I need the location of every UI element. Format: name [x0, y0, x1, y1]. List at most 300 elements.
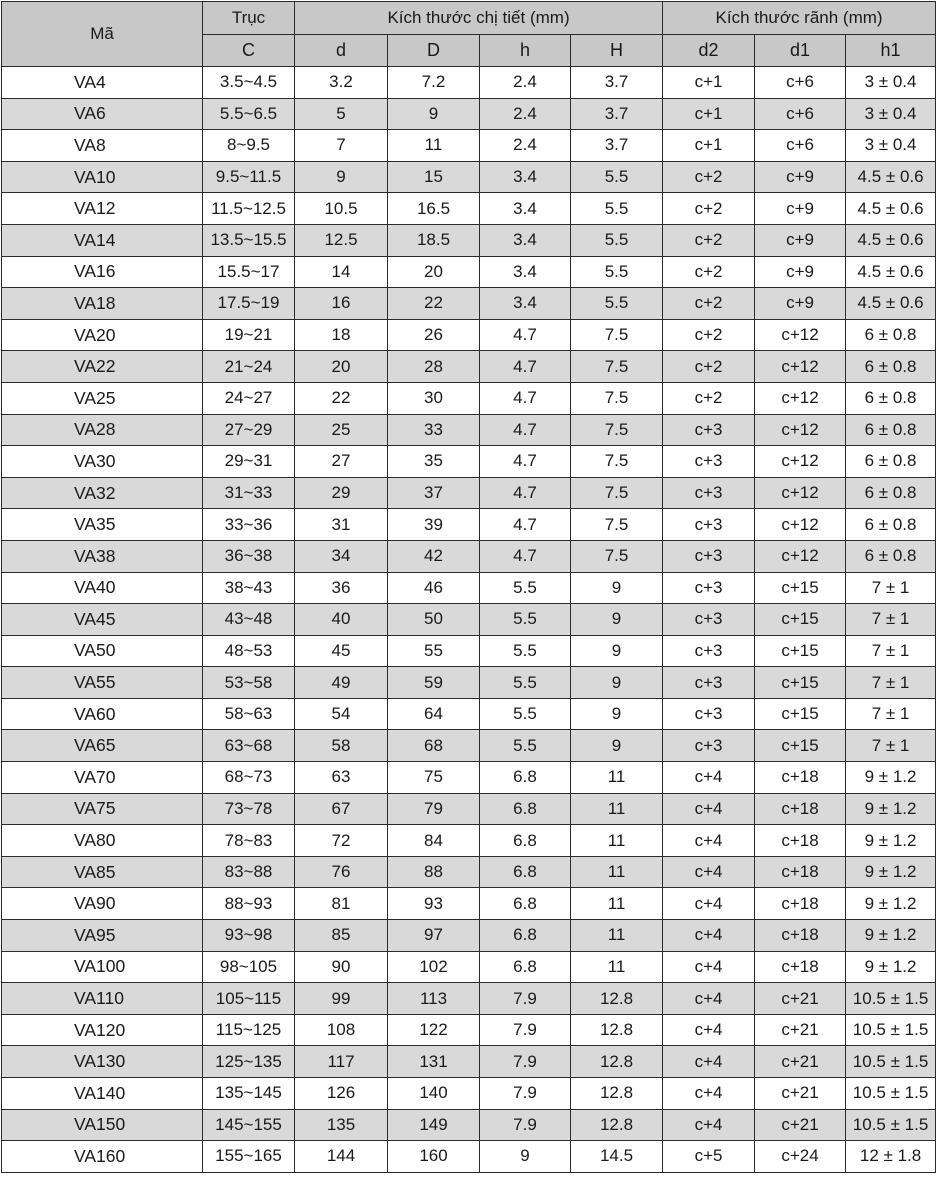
table-row	[2, 288, 936, 320]
cell-shaft-c: 105~115	[203, 983, 295, 1015]
cell-outer-d: 55	[388, 635, 480, 667]
cell-d: 90	[295, 951, 388, 983]
cell-h: 6.8	[480, 856, 571, 888]
cell-d: 67	[295, 793, 388, 825]
cell-outer-d: 68	[388, 730, 480, 762]
cell-outer-h: 9	[571, 730, 663, 762]
cell-outer-d: 35	[388, 446, 480, 478]
cell-shaft-c: 68~73	[203, 762, 295, 794]
cell-outer-d: 113	[388, 983, 480, 1015]
cell-code: VA16	[2, 256, 203, 288]
cell-d1: c+21	[755, 1046, 846, 1078]
table-row	[2, 351, 936, 383]
cell-h1: 6 ± 0.8	[846, 477, 936, 509]
cell-d2: c+2	[663, 193, 755, 225]
cell-outer-d: 11	[388, 130, 480, 162]
cell-h1: 6 ± 0.8	[846, 319, 936, 351]
cell-h: 6.8	[480, 951, 571, 983]
cell-h: 6.8	[480, 888, 571, 920]
cell-h: 3.4	[480, 256, 571, 288]
cell-d2: c+2	[663, 224, 755, 256]
cell-h1: 9 ± 1.2	[846, 951, 936, 983]
cell-d: 25	[295, 414, 388, 446]
cell-d: 49	[295, 667, 388, 699]
cell-outer-h: 3.7	[571, 98, 663, 130]
cell-d2: c+4	[663, 951, 755, 983]
table-row	[2, 888, 936, 920]
cell-d2: c+3	[663, 414, 755, 446]
table-row	[2, 667, 936, 699]
cell-d: 5	[295, 98, 388, 130]
cell-d2: c+2	[663, 256, 755, 288]
cell-code: VA100	[2, 951, 203, 983]
cell-outer-h: 7.5	[571, 446, 663, 478]
cell-d2: c+3	[663, 477, 755, 509]
cell-d1: c+9	[755, 224, 846, 256]
cell-d: 99	[295, 983, 388, 1015]
cell-d: 85	[295, 920, 388, 952]
cell-shaft-c: 8~9.5	[203, 130, 295, 162]
table-row	[2, 224, 936, 256]
cell-d2: c+2	[663, 382, 755, 414]
cell-outer-h: 9	[571, 604, 663, 636]
cell-h1: 9 ± 1.2	[846, 920, 936, 952]
cell-h1: 6 ± 0.8	[846, 446, 936, 478]
cell-shaft-c: 125~135	[203, 1046, 295, 1078]
cell-outer-h: 3.7	[571, 67, 663, 99]
cell-h: 4.7	[480, 414, 571, 446]
cell-code: VA10	[2, 161, 203, 193]
cell-d2: c+5	[663, 1141, 755, 1173]
cell-outer-d: 75	[388, 762, 480, 794]
cell-d1: c+9	[755, 193, 846, 225]
cell-d2: c+2	[663, 351, 755, 383]
cell-code: VA140	[2, 1078, 203, 1110]
cell-d1: c+12	[755, 414, 846, 446]
cell-d1: c+9	[755, 288, 846, 320]
cell-d1: c+18	[755, 856, 846, 888]
cell-d2: c+3	[663, 509, 755, 541]
cell-code: VA120	[2, 1014, 203, 1046]
cell-d1: c+12	[755, 477, 846, 509]
cell-shaft-c: 63~68	[203, 730, 295, 762]
cell-h1: 4.5 ± 0.6	[846, 161, 936, 193]
cell-d: 45	[295, 635, 388, 667]
cell-d1: c+15	[755, 604, 846, 636]
cell-outer-h: 7.5	[571, 509, 663, 541]
table-row	[2, 193, 936, 225]
cell-code: VA28	[2, 414, 203, 446]
table-row	[2, 1046, 936, 1078]
cell-shaft-c: 33~36	[203, 509, 295, 541]
cell-h1: 9 ± 1.2	[846, 793, 936, 825]
table-row	[2, 509, 936, 541]
cell-outer-h: 7.5	[571, 319, 663, 351]
cell-d2: c+2	[663, 319, 755, 351]
cell-outer-h: 11	[571, 920, 663, 952]
column-header-outer-h: H	[571, 35, 663, 67]
table-row	[2, 983, 936, 1015]
cell-d: 22	[295, 382, 388, 414]
groove-dimensions-header: Kích thước rãnh (mm)	[663, 2, 936, 35]
cell-d: 58	[295, 730, 388, 762]
cell-outer-d: 20	[388, 256, 480, 288]
cell-h: 6.8	[480, 825, 571, 857]
cell-h1: 10.5 ± 1.5	[846, 1109, 936, 1141]
cell-d1: c+18	[755, 888, 846, 920]
cell-outer-h: 12.8	[571, 983, 663, 1015]
cell-outer-h: 9	[571, 572, 663, 604]
cell-outer-h: 11	[571, 825, 663, 857]
cell-outer-h: 5.5	[571, 256, 663, 288]
cell-d1: c+6	[755, 67, 846, 99]
cell-d: 20	[295, 351, 388, 383]
cell-d2: c+4	[663, 856, 755, 888]
cell-shaft-c: 145~155	[203, 1109, 295, 1141]
seal-dimension-table	[1, 1, 936, 1173]
cell-shaft-c: 43~48	[203, 604, 295, 636]
table-row	[2, 130, 936, 162]
cell-d1: c+12	[755, 509, 846, 541]
cell-d1: c+15	[755, 667, 846, 699]
cell-h: 2.4	[480, 130, 571, 162]
cell-code: VA22	[2, 351, 203, 383]
cell-h1: 9 ± 1.2	[846, 825, 936, 857]
cell-d2: c+4	[663, 762, 755, 794]
cell-outer-h: 7.5	[571, 382, 663, 414]
cell-outer-h: 11	[571, 856, 663, 888]
cell-shaft-c: 27~29	[203, 414, 295, 446]
cell-d: 14	[295, 256, 388, 288]
cell-outer-h: 5.5	[571, 224, 663, 256]
cell-d2: c+4	[663, 1078, 755, 1110]
cell-shaft-c: 53~58	[203, 667, 295, 699]
cell-d2: c+4	[663, 793, 755, 825]
cell-d: 108	[295, 1014, 388, 1046]
cell-code: VA25	[2, 382, 203, 414]
cell-h: 2.4	[480, 98, 571, 130]
cell-d: 36	[295, 572, 388, 604]
cell-h: 4.7	[480, 540, 571, 572]
cell-shaft-c: 29~31	[203, 446, 295, 478]
cell-code: VA70	[2, 762, 203, 794]
cell-d: 81	[295, 888, 388, 920]
cell-shaft-c: 83~88	[203, 856, 295, 888]
cell-shaft-c: 15.5~17	[203, 256, 295, 288]
cell-h1: 10.5 ± 1.5	[846, 1046, 936, 1078]
cell-h: 7.9	[480, 1109, 571, 1141]
cell-h1: 4.5 ± 0.6	[846, 224, 936, 256]
table-row	[2, 256, 936, 288]
cell-shaft-c: 13.5~15.5	[203, 224, 295, 256]
cell-h: 7.9	[480, 1078, 571, 1110]
cell-code: VA90	[2, 888, 203, 920]
table-row	[2, 698, 936, 730]
cell-outer-d: 9	[388, 98, 480, 130]
cell-outer-d: 30	[388, 382, 480, 414]
cell-d2: c+4	[663, 1109, 755, 1141]
cell-outer-d: 33	[388, 414, 480, 446]
cell-h: 3.4	[480, 288, 571, 320]
cell-d1: c+6	[755, 98, 846, 130]
cell-h: 5.5	[480, 667, 571, 699]
cell-d1: c+12	[755, 351, 846, 383]
cell-h1: 12 ± 1.8	[846, 1141, 936, 1173]
cell-shaft-c: 5.5~6.5	[203, 98, 295, 130]
cell-outer-h: 5.5	[571, 161, 663, 193]
cell-d1: c+21	[755, 1109, 846, 1141]
cell-d: 126	[295, 1078, 388, 1110]
cell-outer-d: 18.5	[388, 224, 480, 256]
cell-outer-h: 11	[571, 762, 663, 794]
cell-d1: c+21	[755, 1078, 846, 1110]
cell-code: VA38	[2, 540, 203, 572]
table-row	[2, 920, 936, 952]
cell-outer-h: 11	[571, 888, 663, 920]
cell-d2: c+4	[663, 983, 755, 1015]
cell-outer-h: 9	[571, 635, 663, 667]
cell-d2: c+1	[663, 67, 755, 99]
cell-d2: c+4	[663, 1046, 755, 1078]
cell-code: VA60	[2, 698, 203, 730]
cell-h: 9	[480, 1141, 571, 1173]
cell-code: VA14	[2, 224, 203, 256]
cell-d: 117	[295, 1046, 388, 1078]
cell-shaft-c: 17.5~19	[203, 288, 295, 320]
cell-d2: c+4	[663, 888, 755, 920]
column-header-h: h	[480, 35, 571, 67]
cell-code: VA150	[2, 1109, 203, 1141]
cell-d2: c+3	[663, 604, 755, 636]
table-row	[2, 98, 936, 130]
cell-code: VA40	[2, 572, 203, 604]
cell-d2: c+1	[663, 130, 755, 162]
cell-h1: 6 ± 0.8	[846, 382, 936, 414]
cell-outer-d: 84	[388, 825, 480, 857]
cell-d: 18	[295, 319, 388, 351]
cell-d: 31	[295, 509, 388, 541]
cell-d1: c+18	[755, 951, 846, 983]
cell-shaft-c: 3.5~4.5	[203, 67, 295, 99]
cell-h: 3.4	[480, 161, 571, 193]
cell-h1: 7 ± 1	[846, 730, 936, 762]
cell-h: 5.5	[480, 604, 571, 636]
cell-shaft-c: 155~165	[203, 1141, 295, 1173]
cell-h1: 7 ± 1	[846, 604, 936, 636]
cell-h: 6.8	[480, 762, 571, 794]
table-row	[2, 319, 936, 351]
cell-outer-d: 37	[388, 477, 480, 509]
cell-code: VA55	[2, 667, 203, 699]
cell-code: VA4	[2, 67, 203, 99]
cell-h: 5.5	[480, 698, 571, 730]
cell-code: VA20	[2, 319, 203, 351]
cell-h: 7.9	[480, 1014, 571, 1046]
cell-code: VA8	[2, 130, 203, 162]
cell-d1: c+18	[755, 920, 846, 952]
cell-h1: 3 ± 0.4	[846, 98, 936, 130]
cell-d2: c+3	[663, 540, 755, 572]
cell-h1: 6 ± 0.8	[846, 509, 936, 541]
table-row	[2, 635, 936, 667]
cell-d1: c+21	[755, 1014, 846, 1046]
cell-h: 5.5	[480, 572, 571, 604]
cell-h1: 6 ± 0.8	[846, 414, 936, 446]
cell-code: VA6	[2, 98, 203, 130]
cell-code: VA75	[2, 793, 203, 825]
cell-shaft-c: 36~38	[203, 540, 295, 572]
cell-code: VA18	[2, 288, 203, 320]
cell-shaft-c: 9.5~11.5	[203, 161, 295, 193]
header-row-groups	[2, 2, 936, 35]
cell-d: 16	[295, 288, 388, 320]
cell-h1: 10.5 ± 1.5	[846, 1078, 936, 1110]
cell-d1: c+18	[755, 762, 846, 794]
cell-outer-d: 149	[388, 1109, 480, 1141]
table-row	[2, 604, 936, 636]
cell-h: 7.9	[480, 1046, 571, 1078]
cell-d1: c+24	[755, 1141, 846, 1173]
cell-outer-h: 14.5	[571, 1141, 663, 1173]
cell-h1: 7 ± 1	[846, 667, 936, 699]
cell-d1: c+12	[755, 382, 846, 414]
cell-h1: 10.5 ± 1.5	[846, 1014, 936, 1046]
cell-d2: c+4	[663, 825, 755, 857]
cell-outer-d: 59	[388, 667, 480, 699]
cell-d2: c+3	[663, 446, 755, 478]
cell-d2: c+3	[663, 572, 755, 604]
column-header-d: d	[295, 35, 388, 67]
cell-h: 6.8	[480, 793, 571, 825]
cell-outer-d: 39	[388, 509, 480, 541]
table-row	[2, 825, 936, 857]
cell-h1: 10.5 ± 1.5	[846, 983, 936, 1015]
cell-h1: 6 ± 0.8	[846, 540, 936, 572]
part-dimensions-header: Kích thước chị tiết (mm)	[295, 2, 663, 35]
cell-d1: c+12	[755, 446, 846, 478]
cell-d1: c+18	[755, 825, 846, 857]
table-row	[2, 951, 936, 983]
cell-d2: c+2	[663, 161, 755, 193]
cell-d: 54	[295, 698, 388, 730]
cell-shaft-c: 78~83	[203, 825, 295, 857]
cell-shaft-c: 11.5~12.5	[203, 193, 295, 225]
cell-d: 144	[295, 1141, 388, 1173]
cell-outer-d: 122	[388, 1014, 480, 1046]
cell-shaft-c: 48~53	[203, 635, 295, 667]
cell-code: VA80	[2, 825, 203, 857]
cell-h1: 3 ± 0.4	[846, 67, 936, 99]
cell-outer-d: 50	[388, 604, 480, 636]
cell-outer-h: 5.5	[571, 193, 663, 225]
cell-code: VA65	[2, 730, 203, 762]
cell-h: 4.7	[480, 319, 571, 351]
cell-h1: 4.5 ± 0.6	[846, 288, 936, 320]
cell-outer-h: 7.5	[571, 477, 663, 509]
cell-code: VA12	[2, 193, 203, 225]
cell-shaft-c: 93~98	[203, 920, 295, 952]
cell-d2: c+4	[663, 1014, 755, 1046]
cell-d: 3.2	[295, 67, 388, 99]
cell-d1: c+6	[755, 130, 846, 162]
cell-d1: c+12	[755, 319, 846, 351]
cell-code: VA160	[2, 1141, 203, 1173]
cell-outer-h: 11	[571, 951, 663, 983]
cell-h1: 9 ± 1.2	[846, 762, 936, 794]
cell-outer-h: 9	[571, 667, 663, 699]
cell-shaft-c: 88~93	[203, 888, 295, 920]
cell-outer-d: 22	[388, 288, 480, 320]
column-header-h1: h1	[846, 35, 936, 67]
table-row	[2, 572, 936, 604]
cell-h1: 4.5 ± 0.6	[846, 193, 936, 225]
table-row	[2, 414, 936, 446]
cell-d2: c+2	[663, 288, 755, 320]
cell-code: VA95	[2, 920, 203, 952]
cell-shaft-c: 58~63	[203, 698, 295, 730]
cell-shaft-c: 98~105	[203, 951, 295, 983]
cell-d: 9	[295, 161, 388, 193]
cell-h: 4.7	[480, 509, 571, 541]
table-row	[2, 793, 936, 825]
cell-d: 72	[295, 825, 388, 857]
column-header-outer-d: D	[388, 35, 480, 67]
cell-d: 12.5	[295, 224, 388, 256]
cell-d1: c+15	[755, 572, 846, 604]
cell-d1: c+15	[755, 730, 846, 762]
cell-code: VA130	[2, 1046, 203, 1078]
column-header-d2: d2	[663, 35, 755, 67]
cell-d1: c+15	[755, 635, 846, 667]
cell-code: VA32	[2, 477, 203, 509]
column-header-c: C	[203, 35, 295, 67]
cell-h1: 4.5 ± 0.6	[846, 256, 936, 288]
cell-outer-h: 12.8	[571, 1014, 663, 1046]
cell-code: VA35	[2, 509, 203, 541]
cell-shaft-c: 31~33	[203, 477, 295, 509]
cell-code: VA50	[2, 635, 203, 667]
cell-h: 3.4	[480, 224, 571, 256]
cell-h: 7.9	[480, 983, 571, 1015]
cell-d: 76	[295, 856, 388, 888]
spec-sheet	[0, 1, 936, 1201]
cell-h1: 3 ± 0.4	[846, 130, 936, 162]
cell-outer-h: 7.5	[571, 414, 663, 446]
cell-h: 3.4	[480, 193, 571, 225]
cell-d: 27	[295, 446, 388, 478]
cell-shaft-c: 24~27	[203, 382, 295, 414]
cell-h: 5.5	[480, 730, 571, 762]
table-header	[2, 2, 936, 67]
table-row	[2, 1078, 936, 1110]
cell-h: 5.5	[480, 635, 571, 667]
cell-code: VA30	[2, 446, 203, 478]
cell-outer-d: 46	[388, 572, 480, 604]
table-row	[2, 730, 936, 762]
cell-d: 7	[295, 130, 388, 162]
cell-outer-d: 88	[388, 856, 480, 888]
cell-shaft-c: 21~24	[203, 351, 295, 383]
cell-outer-d: 79	[388, 793, 480, 825]
table-row	[2, 382, 936, 414]
table-body	[2, 67, 936, 1173]
cell-h: 4.7	[480, 382, 571, 414]
cell-h1: 9 ± 1.2	[846, 888, 936, 920]
cell-outer-h: 12.8	[571, 1046, 663, 1078]
cell-d1: c+21	[755, 983, 846, 1015]
table-row	[2, 1109, 936, 1141]
table-row	[2, 161, 936, 193]
